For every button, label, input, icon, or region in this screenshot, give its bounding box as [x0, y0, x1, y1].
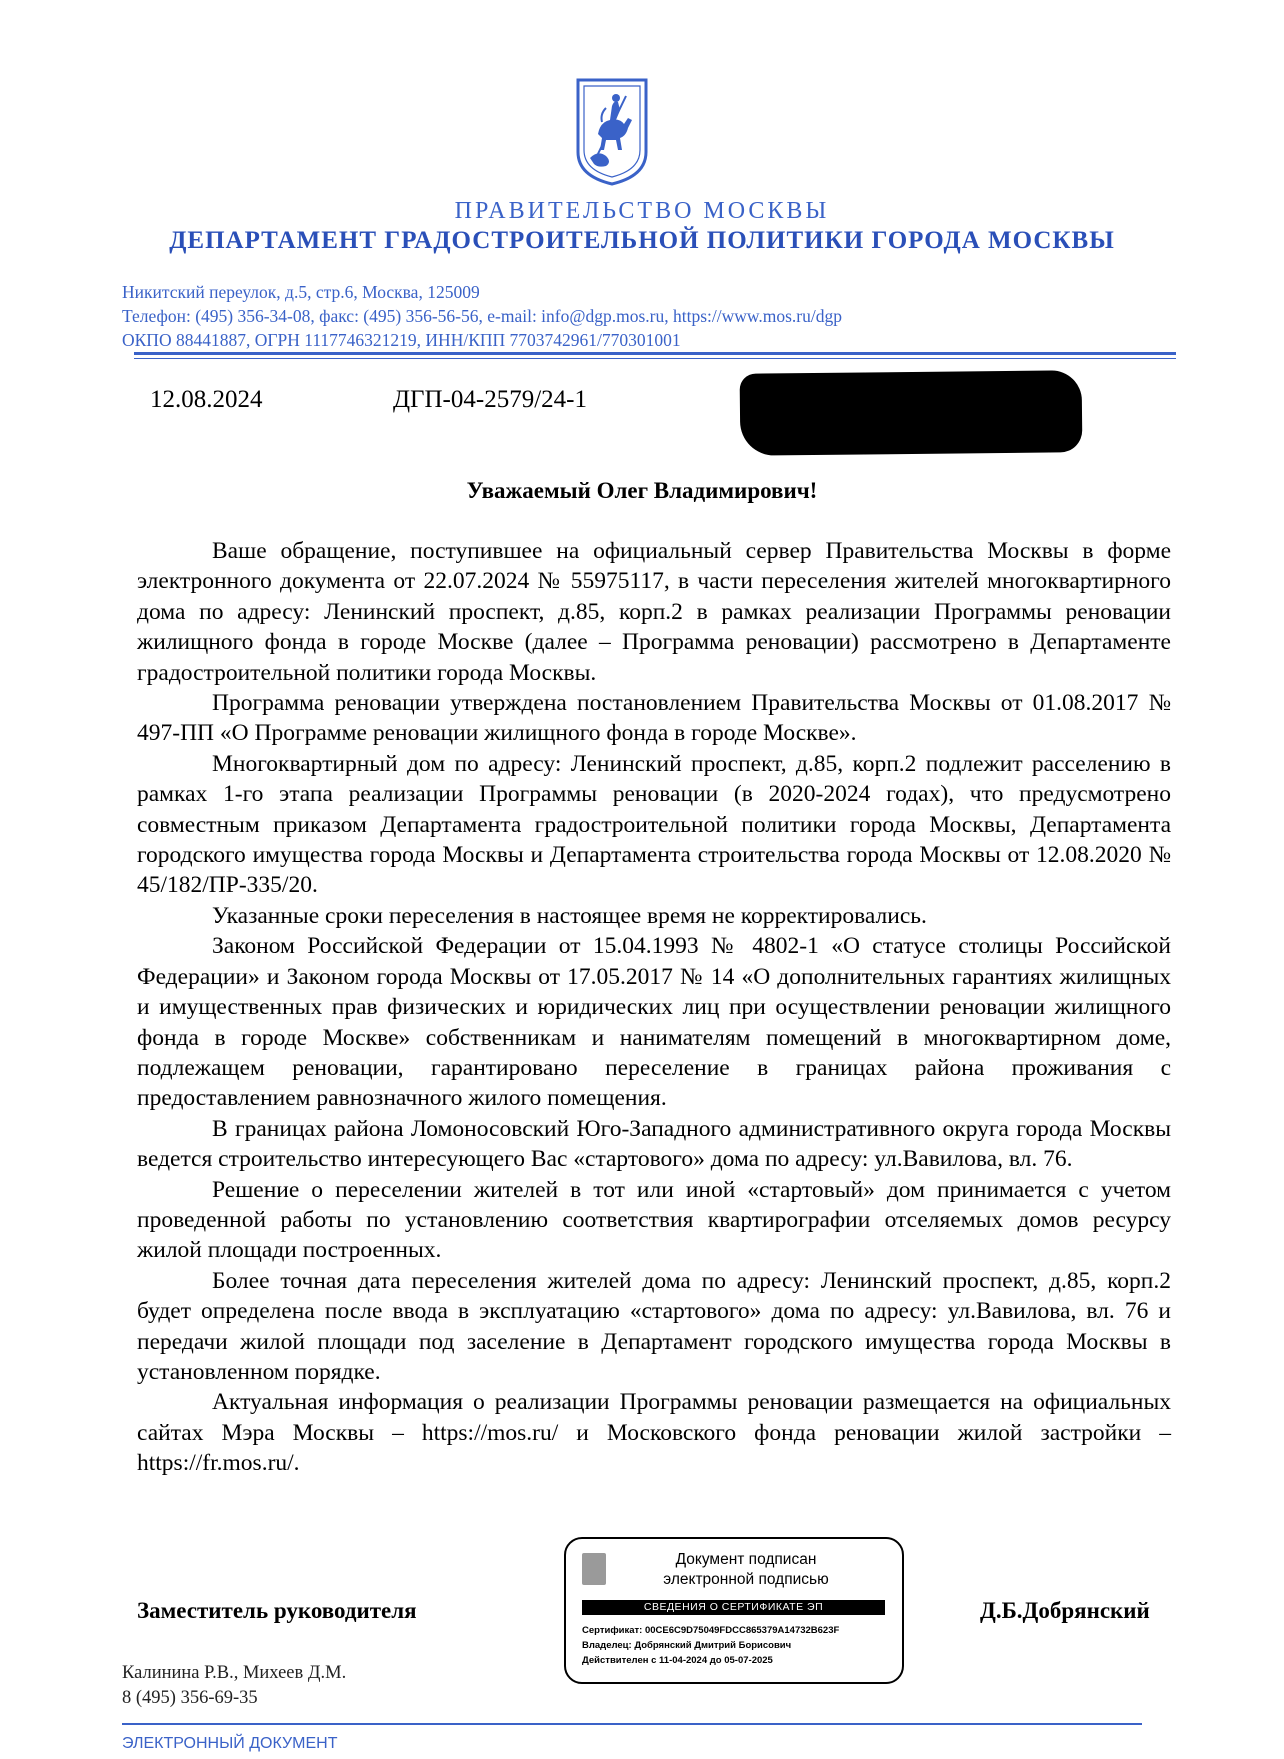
moscow-coat-of-arms-icon: [576, 78, 648, 186]
electronic-signature-stamp: [564, 1537, 904, 1684]
stamp-certificate-validity: Действителен с 11-04-2024 до 05-07-2025: [582, 1655, 773, 1666]
contact-block: [122, 280, 842, 352]
phone-email-line: Телефон: (495) 356-34-08, факс: (495) 356-56-56, e-mail: info@dgp.mos.ru, https://www.mos.ru/dgp: [122, 306, 842, 326]
org-name-government: ПРАВИТЕЛЬСТВО МОСКВЫ: [454, 198, 830, 224]
letter-greeting: Уважаемый Олег Владимирович!: [466, 478, 818, 503]
signer-name: Д.Б.Добрянский: [980, 1598, 1150, 1623]
registration-number: ДГП-04-2579/24-1: [393, 386, 587, 413]
signer-position: Заместитель руководителя: [137, 1598, 417, 1623]
body-paragraph: Указанные сроки переселения в настоящее время не корректировались.: [212, 902, 927, 929]
header-divider-thick: [134, 352, 1176, 355]
stamp-title-line2: электронной подписью: [663, 1571, 829, 1588]
stamp-certificate-owner: Владелец: Добрянский Дмитрий Борисович: [582, 1640, 792, 1651]
executors-block: [122, 1661, 346, 1711]
letter-date: 12.08.2024: [150, 386, 263, 413]
body-paragraph: Более точная дата переселения жителей дома по адресу: Ленинский проспект, д.85, корп.2 будет определена после ввода в эксплуатацию «стартового» дома по адресу: ул.Вавилова, вл. 76 и передачи жилой площади под заселение в Департамент городского имущества города Москвы в установленном порядке.: [137, 1267, 1171, 1385]
redacted-recipient-block: [740, 370, 1083, 456]
body-paragraph: Законом Российской Федерации от 15.04.1993 № 4802-1 «О статусе столицы Российской Федерации» и Законом города Москвы от 17.05.2017 № 14 «О дополнительных гарантиях жилищных и имущественных прав физических и юридических лиц при осуществлении реновации жилищного фонда в городе Москве» собственникам и нанимателям помещений в многоквартирном доме, подлежащем реновации, гарантировано переселение в границах района проживания с предоставлением равнозначного жилого помещения.: [137, 933, 1171, 1112]
executors-names: Калинина Р.В., Михеев Д.М.: [122, 1663, 347, 1683]
registration-codes-line: ОКПО 88441887, ОГРН 1117746321219, ИНН/КПП 7703742961/770301001: [122, 330, 681, 350]
body-paragraph: Актуальная информация о реализации Программы реновации размещается на официальных сайтах Мэра Москвы – https://mos.ru/ и Московского фонда реновации жилой застройки – https://fr.mos.ru/.: [137, 1389, 1171, 1477]
footer-label: ЭЛЕКТРОННЫЙ ДОКУМЕНТ: [122, 1735, 338, 1752]
address-line: Никитский переулок, д.5, стр.6, Москва, 125009: [122, 282, 480, 302]
body-paragraph: Решение о переселении жителей в тот или иной «стартовый» дом принимается с учетом проведенной работы по установлению соответствия квартирографии отселяемых домов ресурсу жилой площади построенных.: [137, 1176, 1171, 1264]
stamp-emblem-icon: [582, 1553, 606, 1585]
org-name-department: ДЕПАРТАМЕНТ ГРАДОСТРОИТЕЛЬНОЙ ПОЛИТИКИ ГОРОДА МОСКВЫ: [169, 227, 1115, 254]
stamp-certificate-serial: Сертификат: 00CE6C9D75049FDCC865379A14732B623F: [582, 1625, 840, 1636]
letter-body: [137, 536, 1171, 1479]
stamp-certificate-header: СВЕДЕНИЯ О СЕРТИФИКАТЕ ЭП: [582, 1600, 885, 1615]
executors-phone: 8 (495) 356-69-35: [122, 1688, 258, 1708]
body-paragraph: Программа реновации утверждена постановлением Правительства Москвы от 01.08.2017 № 497-ПП «О Программе реновации жилищного фонда в городе Москве».: [137, 690, 1171, 747]
footer-divider: [122, 1723, 1142, 1725]
body-paragraph: Многоквартирный дом по адресу: Ленинский проспект, д.85, корп.2 подлежит расселению в рамках 1-го этапа реализации Программы реновации (в 2020-2024 годах), что предусмотрено совместным приказом Департамента градостроительной политики города Москвы, Департамента городского имущества города Москвы и Департамента строительства города Москвы от 12.08.2020 № 45/182/ПР-335/20.: [137, 750, 1171, 899]
body-paragraph: В границах района Ломоносовский Юго-Западного административного округа города Москвы ведется строительство интересующего Вас «стартового» дома по адресу: ул.Вавилова, вл. 76.: [137, 1115, 1171, 1173]
body-paragraph: Ваше обращение, поступившее на официальный сервер Правительства Москвы в форме электронного документа от 22.07.2024 № 55975117, в части переселения жителей многоквартирного дома по адресу: Ленинский проспект, д.85, корп.2 в рамках реализации Программы реновации жилищного фонда в городе Москве (далее – Программа реновации) рассмотрено в Департаменте градостроительной политики города Москвы.: [137, 538, 1171, 686]
stamp-title-line1: Документ подписан: [675, 1551, 817, 1568]
header-divider-thin: [134, 358, 1176, 359]
